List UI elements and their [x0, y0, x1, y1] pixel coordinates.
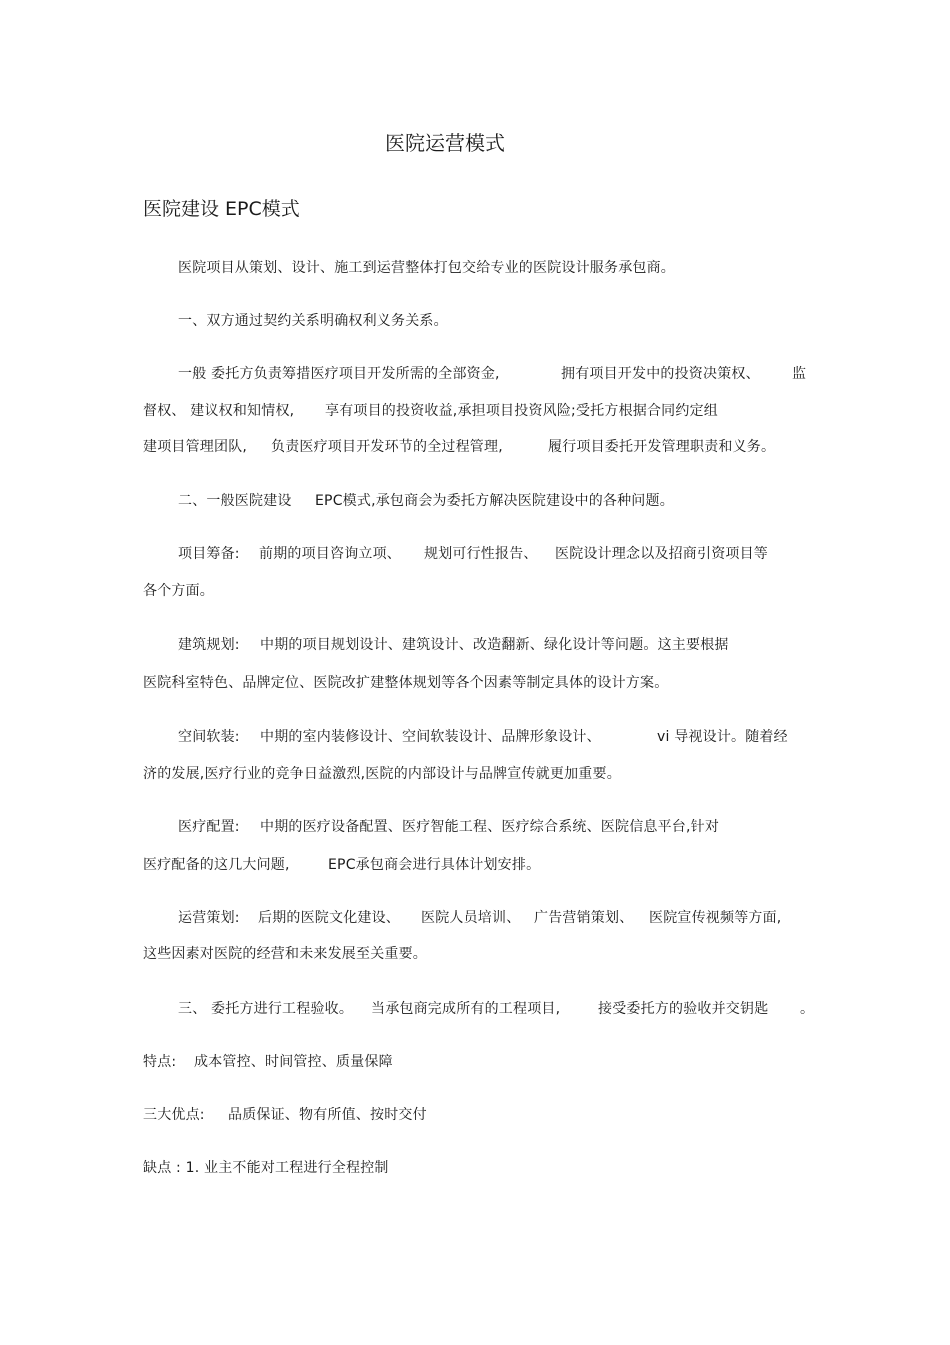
- item-text: 中期的医疗设备配置、医疗智能工程、医疗综合系统、医院信息平台,针对: [260, 819, 720, 835]
- item-text: 医院设计理念以及招商引资项目等: [555, 546, 768, 562]
- section-one-text: 负责医疗项目开发环节的全过程管理,: [271, 439, 503, 455]
- item-label: 空间软装:: [178, 729, 240, 745]
- section-one-text: 一般 委托方负责筹措医疗项目开发所需的全部资金,: [178, 366, 500, 382]
- item-text: 中期的室内装修设计、空间软装设计、品牌形象设计、: [260, 729, 601, 745]
- item-label: 医疗配置:: [178, 819, 240, 835]
- section-three-text: 当承包商完成所有的工程项目,: [371, 1001, 561, 1017]
- item-text: EPC承包商会进行具体计划安排。: [328, 857, 541, 873]
- item-text: 前期的项目咨询立项、: [259, 546, 401, 562]
- section-one-text: 拥有项目开发中的投资决策权、: [561, 366, 760, 382]
- section-three-text: 。: [800, 1001, 815, 1017]
- section-three-text: 接受委托方的验收并交钥匙: [598, 1001, 769, 1017]
- item-text: 各个方面。: [143, 583, 214, 599]
- item-text: 医院科室特色、品牌定位、医院改扩建整体规划等各个因素等制定具体的设计方案。: [143, 675, 669, 691]
- section-one-text: 督权、 建议权和知情权,: [143, 403, 295, 419]
- section-two-title: 二、一般医院建设: [178, 493, 292, 509]
- advantages-label: 三大优点:: [143, 1107, 205, 1123]
- item-text: 后期的医院文化建设、: [258, 910, 400, 926]
- item-label: 建筑规划:: [178, 637, 240, 653]
- advantages-value: 品质保证、物有所值、按时交付: [228, 1107, 427, 1123]
- item-text: 中期的项目规划设计、建筑设计、改造翻新、绿化设计等问题。这主要根据: [260, 637, 729, 653]
- item-label: 运营策划:: [178, 910, 240, 926]
- item-label: 项目筹备:: [178, 546, 240, 562]
- section-one-text: 建项目管理团队,: [143, 439, 248, 455]
- section-three-text: 三、 委托方进行工程验收。: [178, 1001, 354, 1017]
- section-two-title: EPC模式,承包商会为委托方解决医院建设中的各种问题。: [315, 493, 674, 509]
- item-text: 济的发展,医疗行业的竞争日益激烈,医院的内部设计与品牌宣传就更加重要。: [143, 766, 621, 782]
- drawback-text: 缺点 : 1. 业主不能对工程进行全程控制: [143, 1160, 389, 1176]
- document-title: 医院运营模式: [385, 131, 505, 155]
- section-one-title: 一、双方通过契约关系明确权利义务关系。: [178, 313, 448, 329]
- item-text: 广告营销策划、: [534, 910, 634, 926]
- item-text: 这些因素对医院的经营和未来发展至关重要。: [143, 946, 427, 962]
- features-value: 成本管控、时间管控、质量保障: [194, 1054, 393, 1070]
- item-text: 医院宣传视频等方面,: [649, 910, 782, 926]
- section-one-text: 履行项目委托开发管理职责和义务。: [548, 439, 776, 455]
- item-text: 医疗配备的这几大问题,: [143, 857, 290, 873]
- intro-paragraph: 医院项目从策划、设计、施工到运营整体打包交给专业的医院设计服务承包商。: [178, 260, 675, 276]
- item-text: 医院人员培训、: [421, 910, 521, 926]
- section-heading: 医院建设 EPC模式: [143, 198, 300, 220]
- item-text: 规划可行性报告、: [424, 546, 538, 562]
- item-text: vi 导视设计。随着经: [657, 729, 788, 745]
- section-one-text: 监: [792, 366, 807, 382]
- section-one-text: 享有项目的投资收益,承担项目投资风险;受托方根据合同约定组: [325, 403, 718, 419]
- features-label: 特点:: [143, 1054, 177, 1070]
